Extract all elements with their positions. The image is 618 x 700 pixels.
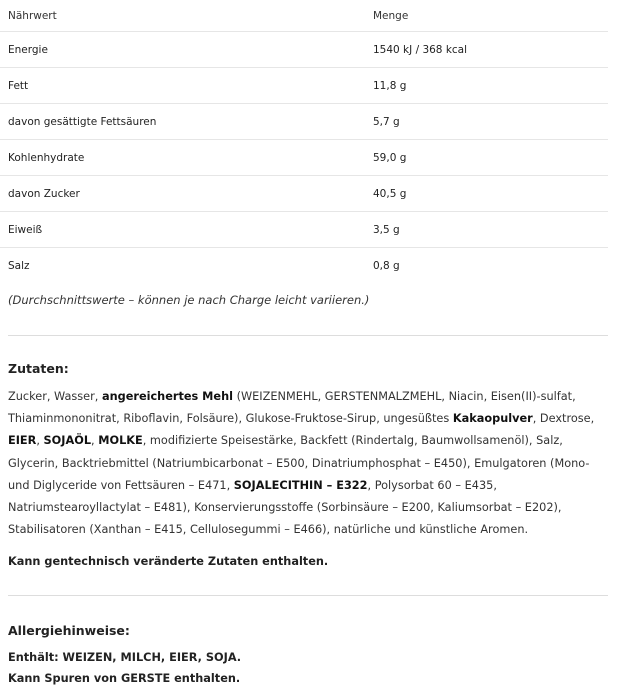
ingredient-segment-bold: SOJALECITHIN – E322 (233, 478, 368, 492)
nutrient-value: 40,5 g (373, 176, 608, 212)
nutrient-value: 11,8 g (373, 68, 608, 104)
ingredients-text (8, 386, 608, 541)
table-row (0, 176, 608, 212)
ingredient-segment-bold: SOJAÖL (43, 434, 92, 448)
nutrient-name: Eiweiß (0, 212, 373, 248)
nutrient-name: Energie (0, 32, 373, 68)
table-row (0, 32, 608, 68)
gmo-note: Kann gentechnisch veränderte Zutaten enthalten. (8, 555, 329, 568)
nutrition-header-value: Menge (373, 0, 608, 32)
table-row (0, 248, 608, 284)
nutrition-header-row (0, 0, 608, 32)
nutrient-name: davon gesättigte Fettsäuren (0, 104, 373, 140)
ingredient-segment: , (91, 434, 99, 448)
table-row (0, 140, 608, 176)
nutrient-name: Salz (8, 259, 30, 272)
ingredient-segment-bold: EIER (8, 434, 37, 448)
ingredient-segment: , Polysorbat 60 – E435, Natriumstearoyllactylat – E481), Konservierungsstoffe (Sorbinsäure – E200, Kaliumsorbat – E202), Stabilisatoren (Xanthan – E415, Cellulosegummi – E466), natürliche und künstliche Aromen. (8, 478, 562, 537)
nutrient-name: Kohlenhydrate (0, 140, 373, 176)
nutrient-value: 3,5 g (373, 212, 608, 248)
table-row (0, 212, 608, 248)
nutrient-name: Fett (0, 68, 373, 104)
allergens-traces: Kann Spuren von GERSTE enthalten. (8, 672, 241, 685)
ingredient-segment: (WEIZENMEHL, GERSTENMALZMEHL, Niacin, Eisen(II)-sulfat, Thiaminmononitrat, Riboflavin, Folsäure), Glukose-Fruktose-Sirup, ungesüßtes (8, 390, 576, 426)
nutrition-note: (Durchschnittswerte – können je nach Charge leicht variieren.) (8, 293, 370, 307)
ingredient-segment: Zucker, Wasser, (8, 390, 102, 403)
ingredient-segment-bold: MOLKE (98, 434, 143, 448)
nutrient-name: davon Zucker (0, 176, 373, 212)
ingredient-segment-bold: Kakaopulver (452, 412, 533, 426)
table-row (0, 68, 608, 104)
nutrition-header-name: Nährwert (0, 0, 373, 32)
nutrient-value: 0,8 g (373, 259, 400, 272)
nutrient-value: 5,7 g (373, 104, 608, 140)
table-row (0, 104, 608, 140)
section-divider (8, 595, 608, 596)
ingredient-segment: , (36, 434, 44, 448)
nutrition-table (0, 0, 608, 283)
ingredient-segment: , modifizierte Speisestärke, Backfett (Rindertalg, Baumwollsamenöl), Salz, Glycerin, Backtriebmittel (Natriumbicarbonat – E500, Dinatriumphosphat – E450), Emulgatoren (Mono- und Diglyceride von Fettsäuren – E471, (8, 434, 590, 492)
ingredients-heading: Zutaten: (8, 361, 69, 376)
section-divider (8, 335, 608, 336)
nutrient-value: 1540 kJ / 368 kcal (373, 32, 608, 68)
ingredient-segment: , Dextrose, (532, 412, 595, 426)
allergens-contains: Enthält: WEIZEN, MILCH, EIER, SOJA. (8, 651, 242, 664)
nutrient-value: 59,0 g (373, 140, 608, 176)
allergens-heading: Allergiehinweise: (8, 623, 130, 638)
ingredient-segment-bold: angereichertes Mehl (101, 390, 233, 403)
